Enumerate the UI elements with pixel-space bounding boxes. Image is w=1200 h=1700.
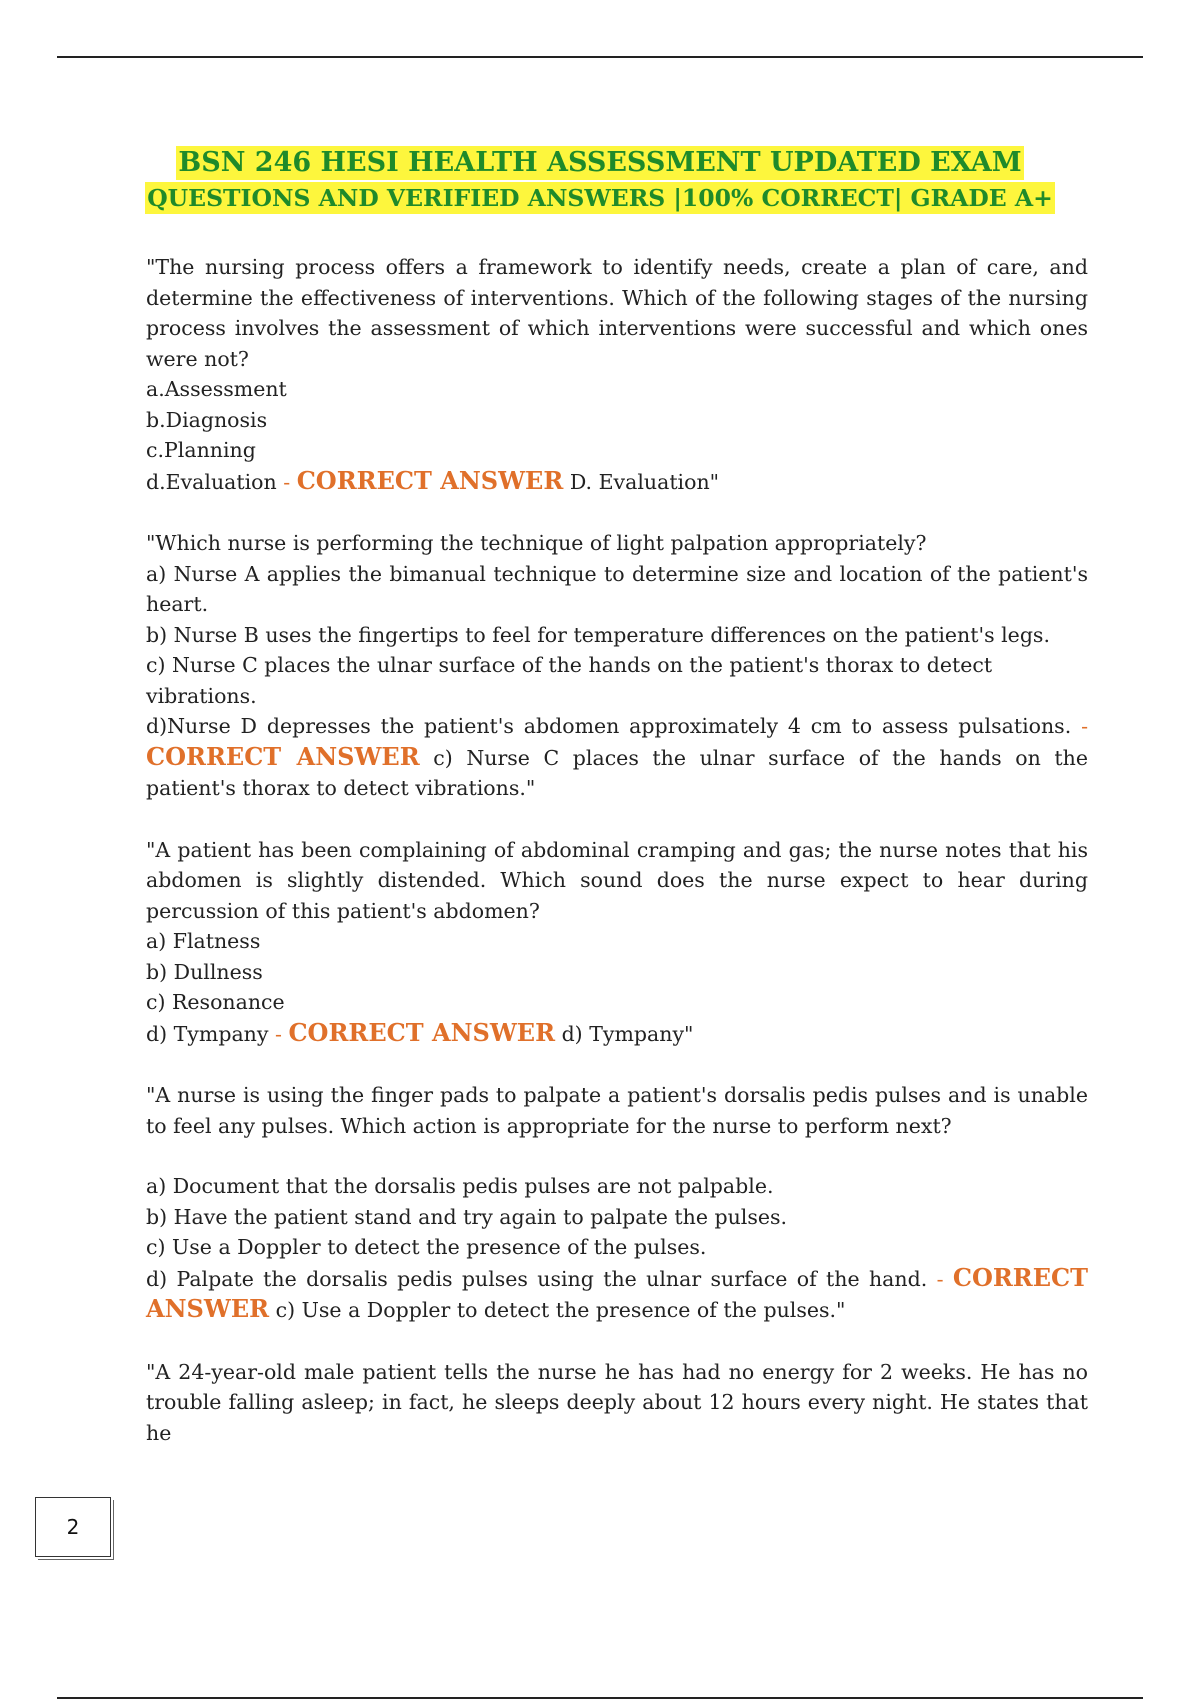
- option-b: b.Diagnosis: [146, 407, 268, 432]
- correct-answer-label: CORRECT ANSWER: [146, 1262, 1088, 1323]
- question-3: [146, 835, 1088, 1050]
- page-number: 2: [66, 1515, 80, 1539]
- title-line-2: QUESTIONS AND VERIFIED ANSWERS |100% CORRECT| GRADE A+: [147, 184, 1053, 212]
- option-d-with-answer: [146, 466, 1088, 498]
- option-b: b) Have the patient stand and try again to palpate the pulses.: [146, 1204, 788, 1229]
- correct-answer-label: CORRECT ANSWER: [288, 1017, 556, 1047]
- question-stem: "Which nurse is performing the technique of light palpation appropriately?: [146, 531, 927, 555]
- option-b: b) Nurse B uses the fingertips to feel for temperature differences on the patient's legs.: [146, 622, 1050, 647]
- page-number-box: [35, 1497, 111, 1557]
- option-c: c) Resonance: [146, 990, 285, 1014]
- correct-answer-label: CORRECT ANSWER: [296, 465, 564, 495]
- document-title: [0, 146, 1200, 214]
- question-stem: "A nurse is using the finger pads to palpate a patient's dorsalis pedis pulses and is unable to feel any pulses. Which action is appropriate for the nurse to perform next?: [146, 1083, 1088, 1138]
- answer-text: d) Tympany": [561, 1021, 694, 1046]
- answer-dash: -: [927, 1266, 953, 1291]
- bottom-rule: [57, 1697, 1143, 1699]
- option-d-with-answer: [146, 711, 1088, 804]
- title-line-1: BSN 246 HESI HEALTH ASSESSMENT UPDATED EXAM: [178, 147, 1022, 178]
- answer-text: D. Evaluation": [569, 469, 720, 494]
- question-5: [146, 1357, 1088, 1449]
- answer-dash: -: [1071, 714, 1088, 738]
- top-rule: [57, 56, 1143, 58]
- option-d: d)Nurse D depresses the patient's abdomen approximately 4 cm to assess pulsations.: [146, 714, 1072, 738]
- option-a: a) Flatness: [146, 929, 261, 953]
- option-d: d) Palpate the dorsalis pedis pulses using the ulnar surface of the hand.: [146, 1266, 928, 1291]
- option-a: a.Assessment: [146, 377, 287, 401]
- option-c: c) Use a Doppler to detect the presence of the pulses.: [146, 1235, 707, 1259]
- correct-answer-label: CORRECT ANSWER: [146, 741, 420, 771]
- option-c: c) Nurse C places the ulnar surface of the hands on the patient's thorax to detect vibrations.: [146, 653, 993, 708]
- question-stem: "A patient has been complaining of abdominal cramping and gas; the nurse notes that his abdomen is slightly distended. Which sound does the nurse expect to hear during percussion of this patient's abdomen?: [146, 837, 1088, 923]
- option-d-with-answer: [146, 1018, 1088, 1050]
- answer-text: c) Use a Doppler to detect the presence of the pulses.": [275, 1298, 846, 1322]
- option-a: a) Document that the dorsalis pedis pulses are not palpable.: [146, 1174, 774, 1198]
- option-c: c.Planning: [146, 438, 256, 462]
- question-1: [146, 252, 1088, 497]
- answer-text: c) Nurse C places the ulnar surface of the hands on the patient's thorax to detect vibrations.": [146, 745, 1088, 800]
- question-2: [146, 528, 1088, 804]
- question-stem: "A 24-year-old male patient tells the nurse he has had no energy for 2 weeks. He has no trouble falling asleep; in fact, he sleeps deeply about 12 hours every night. He states that he: [146, 1359, 1088, 1445]
- option-d-with-answer: [146, 1263, 1088, 1326]
- option-b: b) Dullness: [146, 959, 263, 984]
- question-4: [146, 1080, 1088, 1326]
- question-list: [146, 252, 1088, 1479]
- answer-dash: -: [268, 1021, 289, 1046]
- option-d: d) Tympany: [146, 1021, 269, 1046]
- answer-dash: -: [276, 469, 297, 494]
- option-a: a) Nurse A applies the bimanual technique to determine size and location of the patient's heart.: [146, 561, 1088, 616]
- question-stem: "The nursing process offers a framework to identify needs, create a plan of care, and determine the effectiveness of interventions. Which of the following stages of the nursing process involves the assessment of which interventions were successful and which ones were not?: [146, 255, 1088, 371]
- option-d: d.Evaluation: [146, 469, 277, 494]
- spacer: [146, 1141, 1088, 1171]
